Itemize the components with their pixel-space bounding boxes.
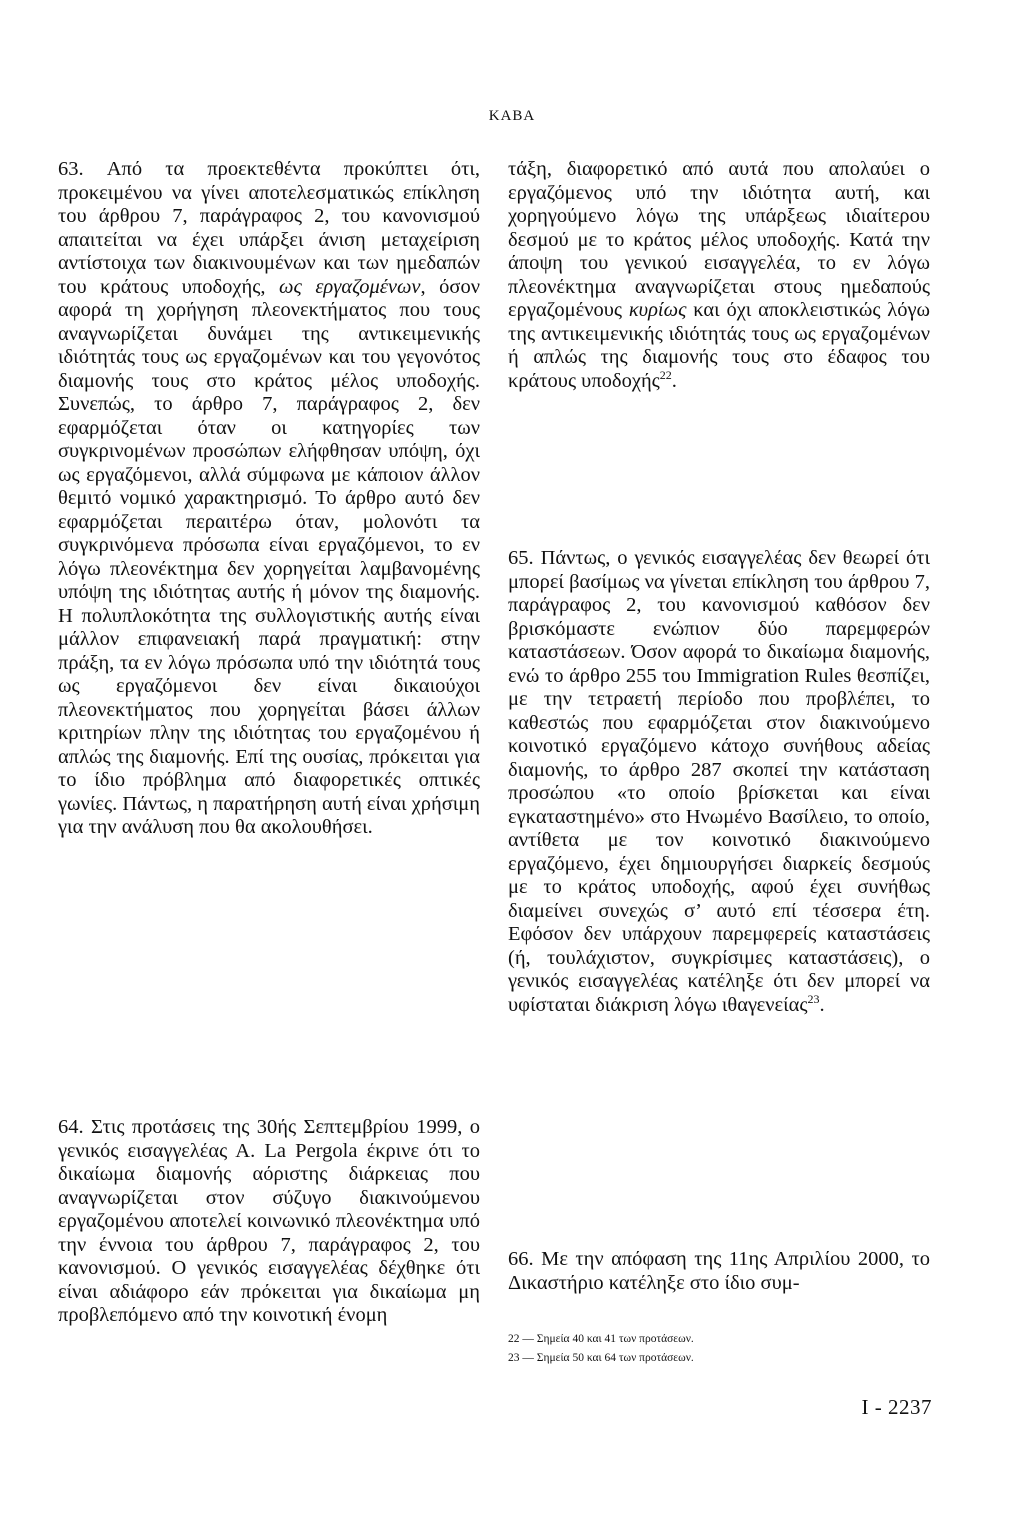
paragraph-text: Με την απόφαση της 11ης Απριλίου 2000, το Δικαστήριο κατέληξε στο ίδιο συμ- <box>508 1248 930 1294</box>
page-number: I - 2237 <box>861 1395 932 1419</box>
footnote-reference: 22 <box>659 367 672 382</box>
paragraph-text: τάξη, διαφορετικό από αυτά που απολαύει ο εργαζόμενος υπό την ιδιότητα αυτή, και χορηγούμενο λόγω της υπάρξεως ιδιαίτερου δεσμού με το κράτος μέλος υποδοχής. Κατά την άποψη του γενικού εισαγγελέα, το εν λόγω πλεονέκτημα αναγνωρίζεται στους ημεδαπούς εργαζομένους <box>508 158 930 321</box>
footnotes <box>508 1330 930 1368</box>
footnote-reference: 23 <box>807 991 820 1006</box>
paragraph-text: . <box>819 993 825 1016</box>
paragraph-text: και όχι αποκλειστικώς λόγω της αντικειμενικής ιδιότητάς τους ως εργαζομένων ή απλώς της διαμονής τους στο έδαφος του κράτους υποδοχής <box>508 299 930 392</box>
running-header: ΚΑΒΑ <box>488 108 536 124</box>
paragraph-text: Από τα προεκτεθέντα προκύπτει ότι, προκειμένου να γίνει αποτελεσματικώς επίκληση του άρθρου 7, παράγραφος 2, του κανονισμού απαιτείται να έχει υπάρξει άνιση μεταχείριση αντίστοιχα των διακινουμένων και των ημεδαπών του κράτους υποδοχής, <box>58 158 480 298</box>
paragraph-number: 64. <box>58 1116 84 1138</box>
footnote-22: 22 — Σημεία 40 και 41 των προτάσεων. <box>508 1333 694 1345</box>
paragraph-italic-text: ως εργαζομένων <box>279 275 421 298</box>
footnote-23: 23 — Σημεία 50 και 64 των προτάσεων. <box>508 1352 694 1364</box>
paragraph-number: 63. <box>58 158 84 180</box>
paragraph-text: Πάντως, ο γενικός εισαγγελέας δεν θεωρεί ότι μπορεί βασίμως να γίνεται επίκληση του άρθρου 7, παράγραφος 2, του κανονισμού καθόσον δεν βρισκόμαστε ενώπιον δύο παρεμφερών καταστάσεων. Όσον αφορά το δικαίωμα διαμονής, ενώ το άρθρο 255 του Immigration Rules θεσπίζει, με την τετραετή περίοδο που προβλέπει, το καθεστώς που εφαρμόζεται στον διακινούμενο κοινοτικό εργαζόμενο κάτοχο συνήθους αδείας διαμονής, το άρθρο 287 σκοπεί την κατάσταση προσώπου «το οποίο βρίσκεται και είναι εγκαταστημένο» στο Ηνωμένο Βασίλειο, το οποίο, αντίθετα με τον κοινοτικό διακινούμενο εργαζόμενο, έχει δημιουργήσει διαρκείς δεσμούς με το κράτος υποδοχής, αφού έχει συνήθως διαμείνει συνεχώς σ’ αυτό επί τέσσερα έτη. Εφόσον δεν υπάρχουν παρεμφερείς καταστάσεις (ή, τουλάχιστον, συγκρίσιμες καταστάσεις), ο γενικός εισαγγελέας κατέληξε ότι δεν μπορεί να υφίσταται διάκριση λόγω ιθαγενείας <box>508 547 931 1016</box>
paragraph-text: , όσον αφορά τη χορήγηση πλεονεκτήματος που τους αναγνωρίζεται δυνάμει της αντικειμενικής ιδιότητάς τους ως εργαζομένων και του γεγονότος διαμονής τους στο κράτος μέλος υποδοχής. Συνεπώς, το άρθρο 7, παράγραφος 2, δεν εφαρμόζεται όταν οι κατηγορίες των συγκρινομένων προσώπων ελήφθησαν υπόψη, όχι ως εργαζόμενοι, αλλά σύμφωνα με κάποιον άλλον θεμιτό νομικό χαρακτηρισμό. Το άρθρο αυτό δεν εφαρμόζεται περαιτέρω όταν, μολονότι τα συγκρινόμενα πρόσωπα είναι εργαζόμενοι, το εν λόγω πλεονέκτημα δεν χορηγείται λαμβανομένης υπόψη της ιδιότητας αυτής ή μόνον της διαμονής. Η πολυπλοκότητα της συλλογιστικής αυτής είναι μάλλον επιφανειακή παρά πραγματική: στην πράξη, τα εν λόγω πρόσωπα υπό την ιδιότητά τους ως εργαζόμενοι δεν είναι δικαιούχοι πλεονεκτήματος που χορηγείται βάσει άλλων κριτηρίων πλην της ιδιότητας του εργαζομένου ή απλώς της διαμονής. Επί της ουσίας, πρόκειται για το ίδιο πρόβλημα από διαφορετικές οπτικές γωνίες. Πάντως, η παρατήρηση αυτή είναι χρήσιμη για την ανάλυση που θα ακολουθήσει. <box>58 275 481 838</box>
paragraph-italic-text: κυρίως <box>628 299 687 321</box>
paragraph-text: . <box>671 369 677 392</box>
paragraph-number: 66. <box>508 1248 534 1270</box>
paragraph-63-continued <box>508 158 930 393</box>
paragraph-65 <box>508 547 930 1017</box>
paragraph-66 <box>508 1248 930 1295</box>
paragraph-63 <box>58 158 480 840</box>
paragraph-64 <box>58 1116 480 1328</box>
paragraph-number: 65. <box>508 547 534 569</box>
paragraph-text: Στις προτάσεις της 30ής Σεπτεμβρίου 1999, ο γενικός εισαγγελέας Α. La Pergola έκρινε ότι το δικαίωμα διαμονής αόριστης διάρκειας που αναγνωρίζεται στον σύζυγο διακινούμενου εργαζομένου αποτελεί κοινωνικό πλεονέκτημα υπό την έννοια του άρθρου 7, παράγραφος 2, του κανονισμού. Ο γενικός εισαγγελέας δέχθηκε ότι είναι αδιάφορο εάν πρόκειται για δικαίωμα μη προβλεπόμενο από την κοινοτική ένομη <box>58 1116 480 1326</box>
